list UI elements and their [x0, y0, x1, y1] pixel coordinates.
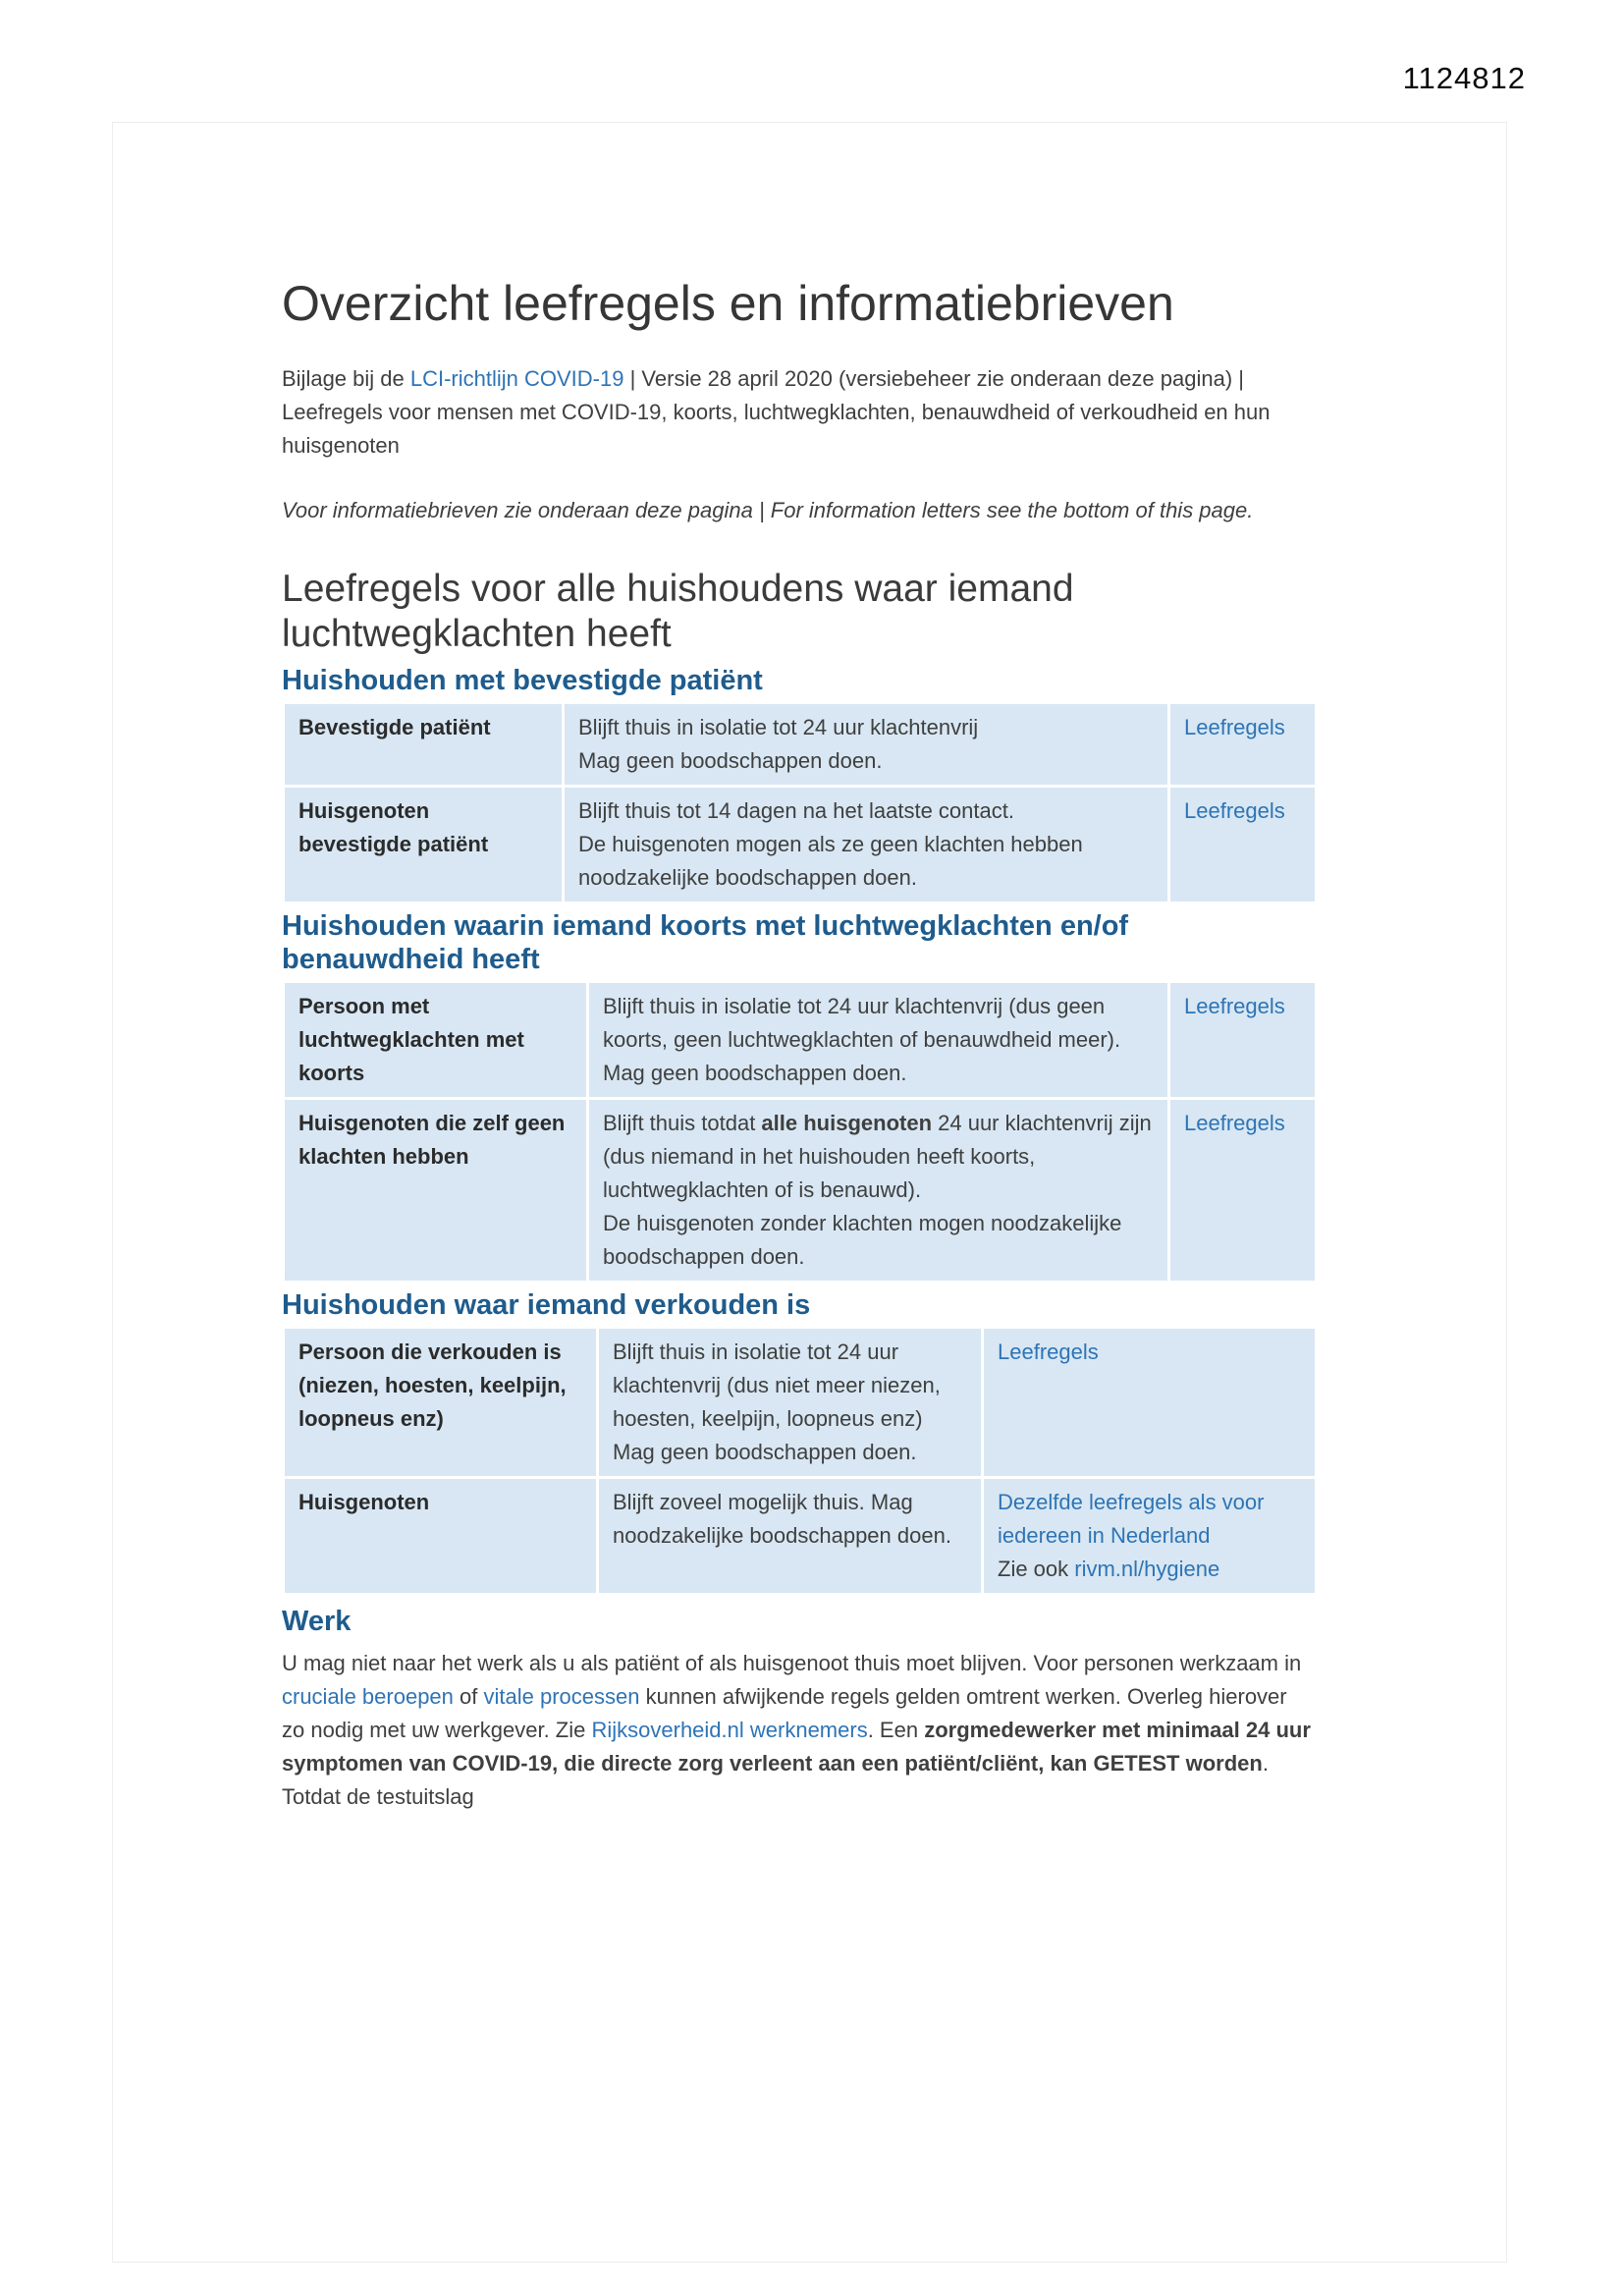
description-line: De huisgenoten mogen als ze geen klachten hebben noodzakelijke boodschappen doen. [578, 832, 1083, 891]
description-text: Blijft thuis totdat [603, 1111, 762, 1136]
row-description [588, 982, 1169, 1099]
werk-text: kunnen afwijkende regels gelden omtrent werken. Overleg hierover zo nodig met uw werkgever. Zie [282, 1683, 1287, 1742]
table1-heading: Huishouden met bevestigde patiënt [282, 665, 763, 696]
werk-text: of [453, 1683, 484, 1709]
section-heading: Leefregels voor alle huishoudens waar iemand luchtwegklachten heeft [282, 568, 1074, 655]
description-bold-text: alle huisgenoten [761, 1111, 933, 1136]
document-number: 1124812 [1402, 61, 1526, 95]
rivm-hygiene-link[interactable]: rivm.nl/hygiene [1074, 1557, 1220, 1582]
table-row [284, 982, 1317, 1099]
row-label: Huisgenoten die zelf geen klachten hebben [284, 1099, 588, 1283]
rijksoverheid-werknemers-link[interactable]: Rijksoverheid.nl werknemers [591, 1717, 868, 1742]
description-line [603, 1107, 1154, 1207]
page-title: Overzicht leefregels en informatiebrieven [282, 276, 1174, 331]
row-reference-cell [983, 1478, 1317, 1595]
werk-text: . Totdat de testuitslag [282, 1750, 1269, 1809]
leefregels-nederland-link[interactable]: Dezelfde leefregels als voor iedereen in Nederland [998, 1490, 1265, 1549]
row-label: Persoon die verkouden is (niezen, hoesten, keelpijn, loopneus enz) [284, 1328, 598, 1478]
werk-bold-text: zorgmedewerker met minimaal 24 uur symptomen van COVID-19, die directe zorg verleent aan een patiënt/cliënt, kan GETEST worden [282, 1717, 1311, 1776]
row-description [588, 1099, 1169, 1283]
description-line: De huisgenoten zonder klachten mogen noodzakelijke boodschappen doen. [603, 1211, 1122, 1270]
table3-heading: Huishouden waar iemand verkouden is [282, 1289, 811, 1322]
intro-text-pre: Bijlage bij de [282, 366, 410, 391]
description-line: Blijft thuis in isolatie tot 24 uur klachtenvrij (dus niet meer niezen, hoesten, keelpijn, loopneus enz) [613, 1339, 941, 1432]
lci-richtlijn-covid19-link[interactable]: LCI-richtlijn COVID-19 [409, 366, 624, 391]
cruciale-beroepen-link[interactable]: cruciale beroepen [282, 1683, 454, 1709]
table-bevestigde-patient [282, 701, 1318, 904]
leefregels-link[interactable]: Leefregels [1184, 798, 1285, 824]
leefregels-link[interactable]: Leefregels [1184, 715, 1285, 740]
description-line: Blijft thuis tot 14 dagen na het laatste contact. [578, 798, 1014, 824]
document-page [112, 122, 1507, 2263]
werk-heading: Werk [282, 1606, 352, 1638]
table-row [284, 1478, 1317, 1595]
table-row [284, 1328, 1317, 1478]
table2-heading: Huishouden waarin iemand koorts met luchtwegklachten en/of benauwdheid heeft [282, 910, 1129, 975]
description-line: Mag geen boodschappen doen. [603, 1061, 907, 1086]
description-text: 24 uur klachtenvrij zijn (dus niemand in het huishouden heeft koorts, luchtwegklachten of is benauwd). [603, 1111, 1152, 1203]
leefregels-link[interactable]: Leefregels [1184, 1111, 1285, 1136]
description-line: Mag geen boodschappen doen. [578, 748, 883, 774]
table-row [284, 703, 1317, 787]
table-row [284, 787, 1317, 903]
reference-line [998, 1486, 1301, 1553]
row-label: Persoon met luchtwegklachten met koorts [284, 982, 588, 1099]
information-letters-note: Voor informatiebrieven zie onderaan deze pagina | For information letters see the bottom of this page. [282, 498, 1254, 522]
description-line: Blijft zoveel mogelijk thuis. Mag noodzakelijke boodschappen doen. [613, 1490, 951, 1549]
werk-paragraph [282, 1647, 1314, 1814]
table-row [284, 1099, 1317, 1283]
row-link-cell [1169, 787, 1317, 903]
row-description [564, 703, 1169, 787]
description-line: Mag geen boodschappen doen. [613, 1440, 917, 1465]
leefregels-link[interactable]: Leefregels [998, 1339, 1099, 1365]
row-description [598, 1478, 983, 1595]
row-label: Bevestigde patiënt [284, 703, 564, 787]
intro-paragraph [282, 362, 1314, 463]
description-line: Blijft thuis in isolatie tot 24 uur klachtenvrij [578, 715, 979, 740]
row-link-cell [1169, 703, 1317, 787]
row-link-cell [1169, 982, 1317, 1099]
werk-text: U mag niet naar het werk als u als patiënt of als huisgenoot thuis moet blijven. Voor personen werkzaam in [282, 1650, 1302, 1675]
row-link-cell [983, 1328, 1317, 1478]
row-label: Huisgenoten [284, 1478, 598, 1595]
intro-text-post: | Versie 28 april 2020 (versiebeheer zie onderaan deze pagina) | Leefregels voor mensen met COVID-19, koorts, luchtwegklachten, benauwdheid of verkoudheid en hun huisgenoten [282, 366, 1271, 458]
table-koorts-luchtwegklachten [282, 980, 1318, 1284]
table-verkouden [282, 1326, 1318, 1596]
reference-line [998, 1553, 1301, 1586]
reference-text: Zie ook [998, 1557, 1075, 1582]
row-description [598, 1328, 983, 1478]
description-line: Blijft thuis in isolatie tot 24 uur klachtenvrij (dus geen koorts, geen luchtwegklachten of benauwdheid meer). [603, 994, 1121, 1053]
row-link-cell [1169, 1099, 1317, 1283]
werk-text: . Een [867, 1717, 925, 1742]
vitale-processen-link[interactable]: vitale processen [483, 1683, 640, 1709]
row-description [564, 787, 1169, 903]
leefregels-link[interactable]: Leefregels [1184, 994, 1285, 1019]
page-content [113, 123, 1506, 1814]
row-label: Huisgenoten bevestigde patiënt [284, 787, 564, 903]
